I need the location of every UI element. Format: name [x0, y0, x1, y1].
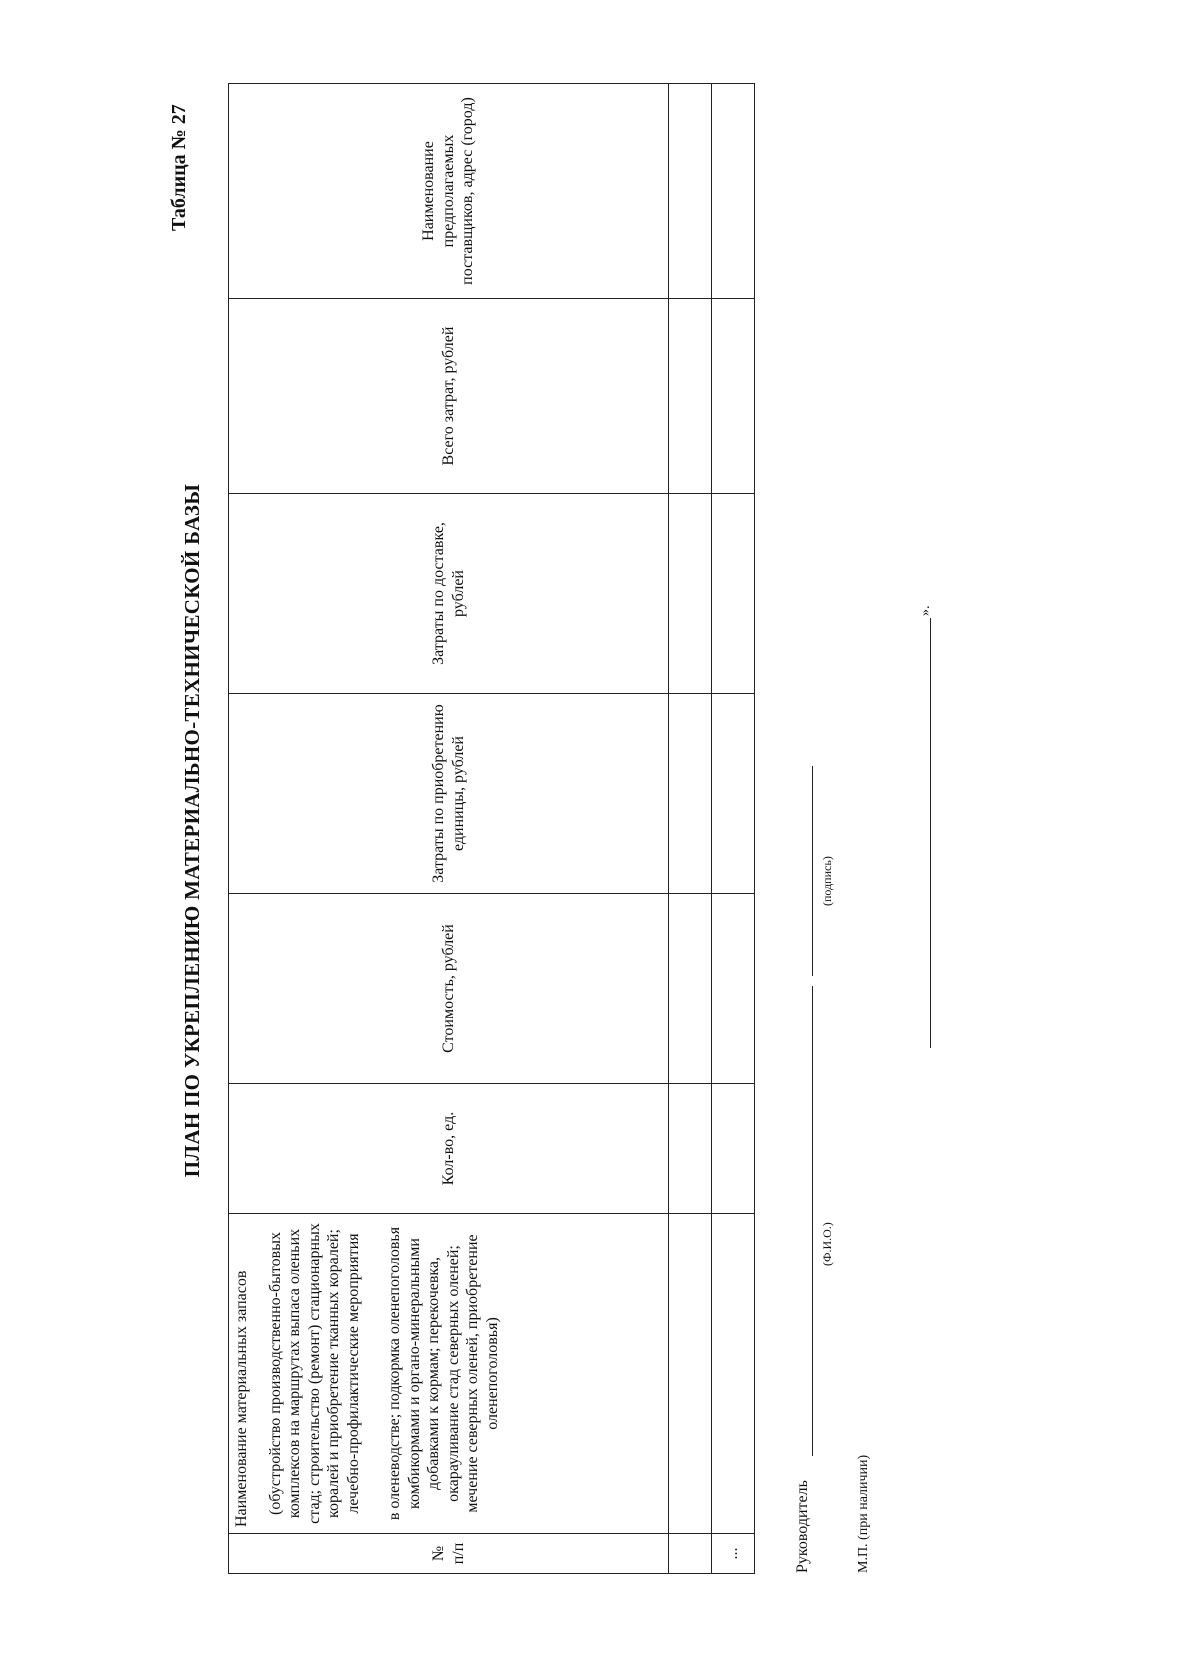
table-cell[interactable] [712, 1214, 755, 1534]
date-line [930, 618, 931, 1048]
table-cell[interactable] [712, 494, 755, 694]
table-cell[interactable] [712, 84, 755, 299]
header-total: Всего затрат, рублей [229, 299, 669, 494]
table-number: Таблица № 27 [168, 104, 190, 231]
table-row [712, 84, 755, 1574]
plan-table [228, 83, 755, 1574]
header-unit-cost: Затраты по приобретению единицы, рублей [229, 694, 669, 894]
header-name [229, 1214, 669, 1534]
header-cost: Стоимость, рублей [229, 894, 669, 1084]
table-cell[interactable] [669, 1534, 712, 1574]
table-row [669, 84, 712, 1574]
table-cell[interactable] [669, 894, 712, 1084]
table-cell[interactable] [712, 299, 755, 494]
table-cell[interactable] [669, 84, 712, 299]
stamp-label: М.П. (при наличии) [856, 1454, 871, 1573]
header-delivery: Затраты по доставке, рублей [229, 494, 669, 694]
header-suppliers: Наименование предполагаемых поставщиков, адрес (город) [229, 84, 669, 299]
head-label: Руководитель [794, 1480, 811, 1573]
table-cell[interactable] [712, 694, 755, 894]
header-name-title: Наименование материальных запасов [233, 1270, 250, 1527]
document-title: ПЛАН ПО УКРЕПЛЕНИЮ МАТЕРИАЛЬНО-ТЕХНИЧЕСКОЙ БАЗЫ [180, 483, 204, 1178]
table-cell[interactable] [669, 494, 712, 694]
header-qty: Кол-во, ед. [229, 1084, 669, 1214]
fio-line [812, 986, 813, 1456]
table-cell[interactable] [712, 1084, 755, 1214]
signature-caption: (подпись) [820, 856, 834, 906]
table-cell[interactable] [669, 299, 712, 494]
table-cell[interactable] [669, 1084, 712, 1214]
fio-caption: (Ф.И.О.) [820, 1222, 834, 1266]
signature-line [812, 766, 813, 976]
table-cell[interactable] [712, 894, 755, 1084]
table-cell[interactable]: ... [712, 1534, 755, 1574]
table-cell[interactable] [669, 1214, 712, 1534]
table-cell[interactable] [669, 694, 712, 894]
header-name-para1: (обустройство производственно-бытовых комплексов на маршрутах выпаса оленьих стад; строительство (ремонт) стационарных коралей и приобретение тканных коралей; лечебно-профилактические мероприятия [266, 1223, 362, 1524]
header-num: № п/п [229, 1534, 669, 1574]
table-header-row [229, 84, 669, 1574]
header-name-para2: в оленеводстве; подкормка оленепоголовья комбикормами и органо-минеральными добавками к кормам; перекочевка, окарауливание стад северных оленей; мечение северных оленей, приобретение оленепоголовья) [386, 1226, 501, 1521]
date-suffix: ». [918, 605, 933, 616]
